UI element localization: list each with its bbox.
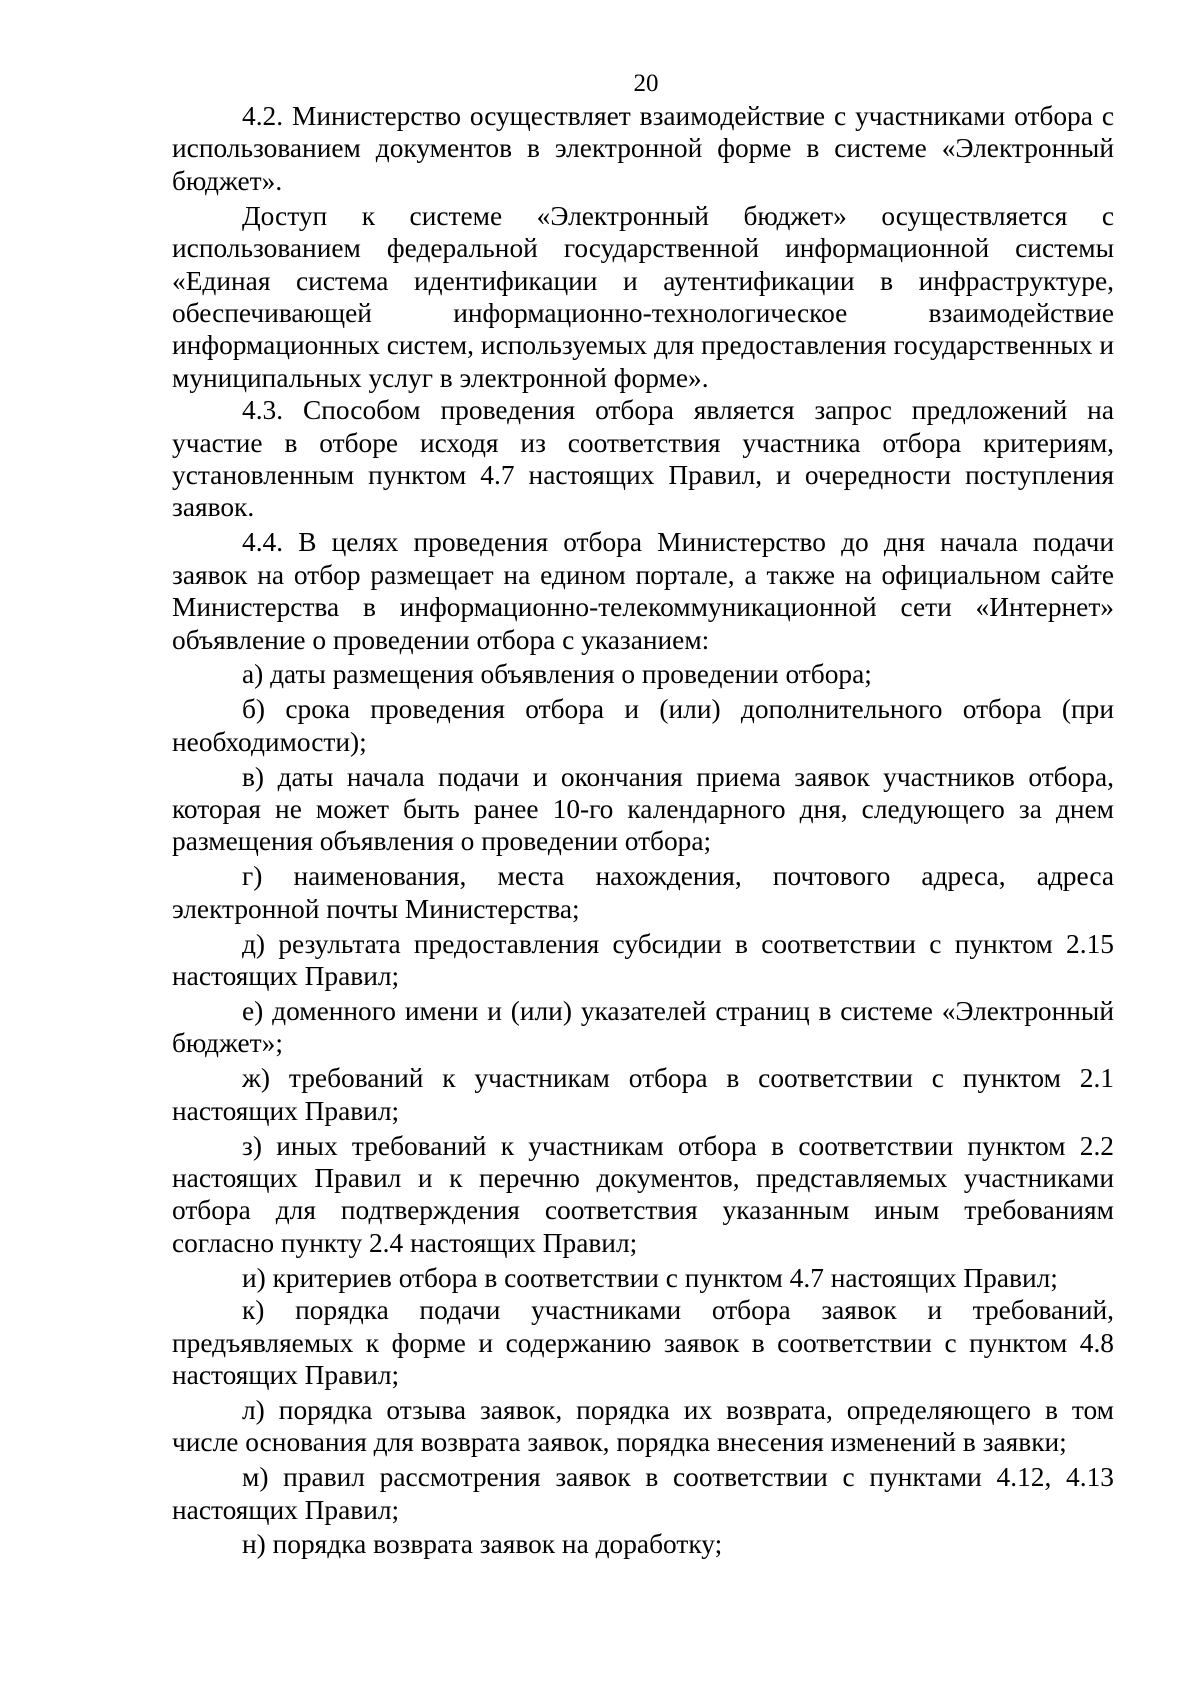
list-item-i: и) критериев отбора в соответствии с пунктом 4.7 настоящих Правил;	[242, 1262, 1058, 1293]
paragraph-4-4: 4.4. В целях проведения отбора Министерство до дня начала подачи заявок на отбор размещает на едином портале, а также на официальном сайте Министерства в информационно-телекоммуникационной сети «Интернет» объявление о проведении отбора с указанием:	[172, 527, 1114, 655]
list-item-e: е) доменного имени и (или) указателей страниц в системе «Электронный бюджет»;	[172, 995, 1114, 1059]
list-item-zh: ж) требований к участникам отбора в соответствии с пунктом 2.1 настоящих Правил;	[172, 1063, 1114, 1126]
list-item-g: г) наименования, места нахождения, почтового адреса, адреса электронной почты Министерства;	[172, 861, 1114, 924]
list-item-k: к) порядка подачи участниками отбора заявок и требований, предъявляемых к форме и содержанию заявок в соответствии с пунктом 4.8 настоящих Правил;	[172, 1295, 1114, 1390]
list-item-m: м) правил рассмотрения заявок в соответствии с пунктами 4.12, 4.13 настоящих Правил;	[172, 1462, 1114, 1525]
paragraph-access: Доступ к системе «Электронный бюджет» осуществляется с использованием федеральной государственной информационной системы «Единая система идентификации и аутентификации в инфраструктуре, обеспечивающей информационно-технологическое взаимодействие информационных систем, используемых для предоставления государственных и муниципальных услуг в электронной форме».	[172, 200, 1114, 393]
list-item-d: д) результата предоставления субсидии в соответствии с пунктом 2.15 настоящих Правил;	[172, 928, 1114, 992]
paragraph-4-2: 4.2. Министерство осуществляет взаимодействие с участниками отбора с использованием документов в электронной форме в системе «Электронный бюджет».	[172, 101, 1114, 196]
list-item-v: в) даты начала подачи и окончания приема заявок участников отбора, которая не может быть ранее 10-го календарного дня, следующего за днем размещения объявления о проведении отбора;	[172, 761, 1114, 857]
list-item-b: б) срока проведения отбора и (или) дополнительного отбора (при необходимости);	[172, 694, 1114, 757]
paragraph-4-3: 4.3. Способом проведения отбора является запрос предложений на участие в отборе исходя из соответствия участника отбора критериям, установленным пунктом 4.7 настоящих Правил, и очередности поступления заявок.	[172, 395, 1114, 523]
list-item-n: н) порядка возврата заявок на доработку;	[242, 1529, 723, 1560]
list-item-a: а) даты размещения объявления о проведении отбора;	[242, 659, 872, 690]
document-page	[172, 0, 1114, 1561]
list-item-z: з) иных требований к участникам отбора в соответствии пунктом 2.2 настоящих Правил и к перечню документов, представляемых участниками отбора для подтверждения соответствия указанным иным требованиям согласно пункту 2.4 настоящих Правил;	[172, 1130, 1114, 1258]
page-number: 20	[633, 70, 659, 97]
list-item-l: л) порядка отзыва заявок, порядка их возврата, определяющего в том числе основания для возврата заявок, порядка внесения изменений в заявки;	[172, 1394, 1114, 1458]
